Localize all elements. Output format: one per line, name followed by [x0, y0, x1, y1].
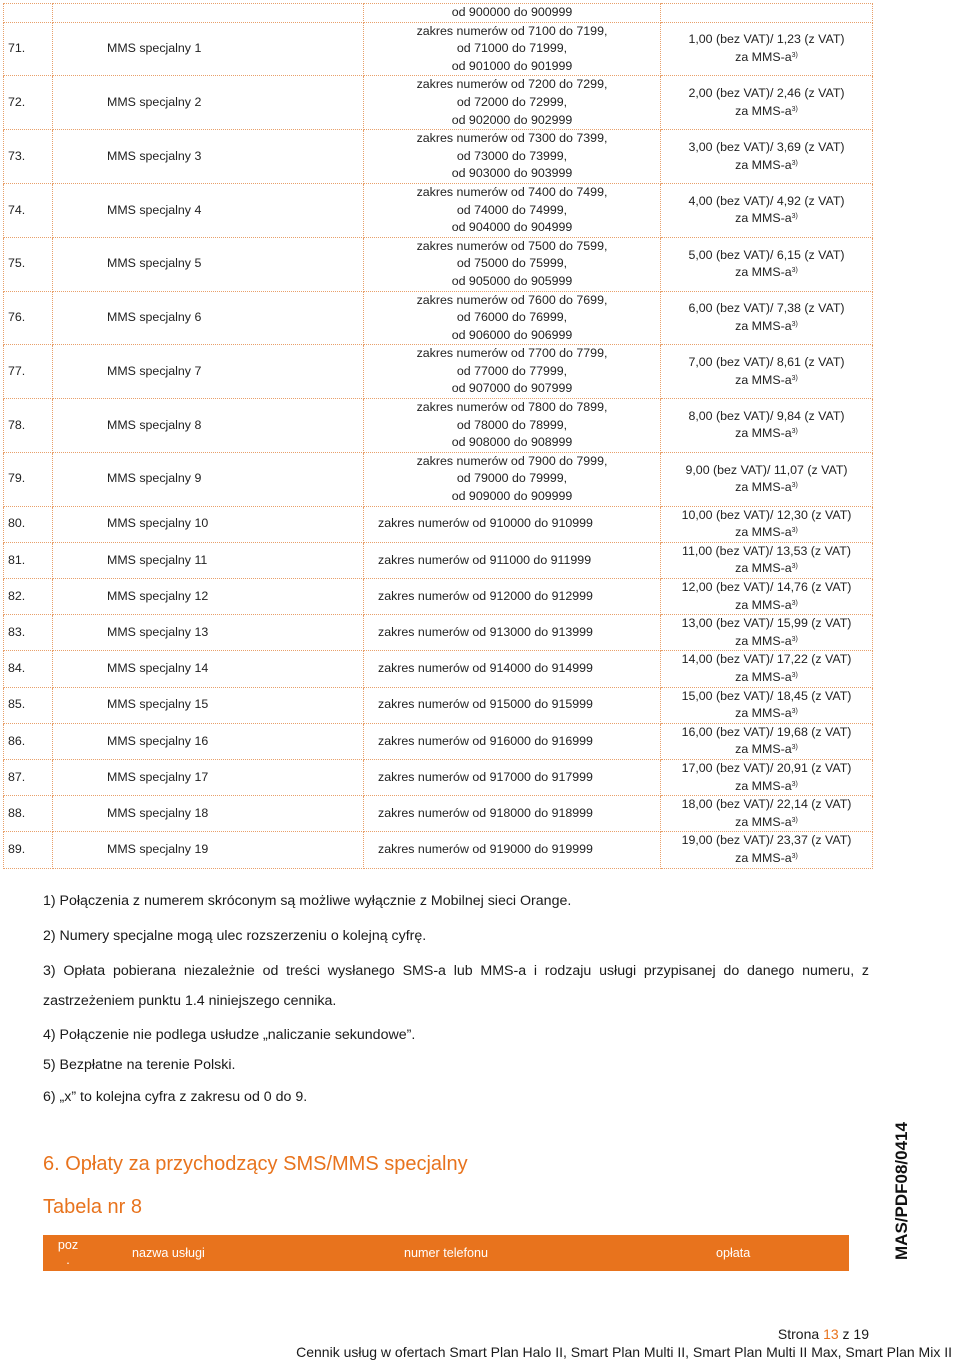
price-cell: [661, 687, 873, 723]
price-cell: [661, 615, 873, 651]
price-unit-text: za MMS-a: [735, 318, 792, 333]
price-value: 10,00 (bez VAT)/ 12,30 (z VAT): [681, 507, 852, 522]
number-range-line: zakres numerów od 918000 do 918999: [378, 805, 593, 820]
price-cell: [661, 759, 873, 795]
service-name: MMS specjalny 4: [53, 183, 364, 237]
service-name: MMS specjalny 13: [53, 615, 364, 651]
row-number: 80.: [4, 506, 53, 542]
table-row: [4, 22, 873, 76]
number-range: [364, 506, 661, 542]
footnote-ref: 3): [791, 635, 798, 643]
header-service-name: nazwa usługi: [132, 1236, 342, 1270]
price-value: 9,00 (bez VAT)/ 11,07 (z VAT): [685, 462, 848, 477]
service-name: MMS specjalny 1: [53, 22, 364, 76]
table-row: [4, 76, 873, 130]
number-range-line: od 73000 do 73999,: [456, 148, 568, 163]
price-value: 15,00 (bez VAT)/ 18,45 (z VAT): [681, 688, 852, 703]
header-poz-line1: poz: [57, 1238, 79, 1252]
number-range-line: od 900000 do 900999: [451, 5, 573, 19]
row-number: 89.: [4, 832, 53, 868]
number-range-line: zakres numerów od 917000 do 917999: [378, 769, 593, 784]
table-row: [4, 345, 873, 399]
footnote-ref: 3): [791, 374, 798, 382]
number-range: [364, 687, 661, 723]
number-range: [364, 399, 661, 453]
table-row: [4, 651, 873, 687]
table-row: [4, 723, 873, 759]
price-unit: [661, 372, 872, 390]
price-value: 7,00 (bez VAT)/ 8,61 (z VAT): [688, 355, 845, 370]
table-row: [4, 542, 873, 578]
price-value: 3,00 (bez VAT)/ 3,69 (z VAT): [688, 139, 845, 154]
price-unit: [661, 425, 872, 443]
price-unit-text: za MMS-a: [735, 633, 792, 648]
number-range: [364, 291, 661, 345]
price-unit-text: za MMS-a: [735, 103, 792, 118]
service-name: MMS specjalny 16: [53, 723, 364, 759]
price-cell: [661, 506, 873, 542]
price-value: 1,00 (bez VAT)/ 1,23 (z VAT): [688, 32, 845, 47]
number-range-line: od 902000 do 902999: [451, 112, 573, 127]
number-range-line: zakres numerów od 916000 do 916999: [378, 733, 593, 748]
table-row: [4, 237, 873, 291]
price-unit-text: za MMS-a: [735, 706, 792, 721]
price-unit: [661, 524, 872, 542]
row-number: 72.: [4, 76, 53, 130]
price-table: [3, 3, 873, 869]
number-range: [364, 4, 661, 23]
footnote-ref: 3): [791, 428, 798, 436]
number-range-line: zakres numerów od 910000 do 910999: [378, 516, 593, 531]
number-range-line: od 901000 do 901999: [451, 58, 573, 73]
service-name: MMS specjalny 7: [53, 345, 364, 399]
number-range-line: zakres numerów od 913000 do 913999: [378, 624, 593, 639]
price-value: 16,00 (bez VAT)/ 19,68 (z VAT): [681, 724, 852, 739]
number-range-line: od 903000 do 903999: [451, 166, 573, 181]
number-range-line: od 905000 do 905999: [451, 273, 573, 288]
number-range-line: zakres numerów od 7700 do 7799,: [416, 346, 608, 361]
document-code: MAS/PDF08/0414: [892, 1122, 911, 1260]
price-unit-text: za MMS-a: [735, 480, 792, 495]
row-number: 76.: [4, 291, 53, 345]
row-number: 83.: [4, 615, 53, 651]
page-label: Strona: [777, 1326, 820, 1342]
price-unit-text: za MMS-a: [735, 814, 792, 829]
footnote-ref: 3): [791, 267, 798, 275]
number-range-line: zakres numerów od 912000 do 912999: [378, 588, 593, 603]
row-number: 85.: [4, 687, 53, 723]
price-cell: [661, 4, 873, 23]
price-unit: [661, 560, 872, 578]
row-number: 88.: [4, 796, 53, 832]
page-number: [778, 1326, 869, 1342]
page-current: 13: [823, 1326, 839, 1342]
number-range: [364, 345, 661, 399]
table-title: Tabela nr 8: [43, 1196, 142, 1218]
price-unit-text: za MMS-a: [735, 211, 792, 226]
number-range-line: od 909000 do 909999: [451, 489, 573, 504]
number-range: [364, 796, 661, 832]
price-value: 18,00 (bez VAT)/ 22,14 (z VAT): [681, 797, 852, 812]
price-cell: [661, 832, 873, 868]
row-number: 78.: [4, 399, 53, 453]
number-range-line: od 908000 do 908999: [451, 435, 573, 450]
number-range-line: od 77000 do 77999,: [456, 363, 568, 378]
price-unit: [661, 103, 872, 121]
price-cell: [661, 579, 873, 615]
footnote-ref: 3): [791, 852, 798, 860]
price-unit: [661, 741, 872, 759]
footnote-ref: 3): [791, 527, 798, 535]
number-range-line: zakres numerów od 7800 do 7899,: [416, 400, 608, 415]
number-range-line: od 75000 do 75999,: [456, 256, 568, 271]
footnote-ref: 3): [791, 563, 798, 571]
table-row: [4, 183, 873, 237]
price-cell: [661, 22, 873, 76]
footnote-5: 5) Bezpłatne na terenie Polski.: [43, 1057, 236, 1073]
table-row: [4, 687, 873, 723]
price-unit: [661, 633, 872, 651]
header-poz-line2: .: [66, 1253, 70, 1267]
row-number: 75.: [4, 237, 53, 291]
service-name: MMS specjalny 3: [53, 130, 364, 184]
price-cell: [661, 542, 873, 578]
price-unit-text: za MMS-a: [735, 561, 792, 576]
footnote-ref: 3): [791, 105, 798, 113]
number-range: [364, 615, 661, 651]
footnote-ref: 3): [791, 51, 798, 59]
price-cell: [661, 183, 873, 237]
table-header: [43, 1235, 849, 1271]
table-row: [4, 796, 873, 832]
row-number: 71.: [4, 22, 53, 76]
footnote-ref: 3): [791, 708, 798, 716]
page-total: 19: [853, 1326, 869, 1342]
service-name: MMS specjalny 8: [53, 399, 364, 453]
footnote-ref: 3): [791, 159, 798, 167]
number-range-line: zakres numerów od 7400 do 7499,: [416, 184, 608, 199]
price-value: 6,00 (bez VAT)/ 7,38 (z VAT): [688, 301, 845, 316]
price-value: 13,00 (bez VAT)/ 15,99 (z VAT): [681, 616, 852, 631]
price-value: 2,00 (bez VAT)/ 2,46 (z VAT): [688, 86, 845, 101]
price-unit-text: za MMS-a: [735, 426, 792, 441]
service-name: MMS specjalny 11: [53, 542, 364, 578]
table-row: [4, 399, 873, 453]
price-unit: [661, 264, 872, 282]
number-range: [364, 22, 661, 76]
price-cell: [661, 796, 873, 832]
service-name: MMS specjalny 19: [53, 832, 364, 868]
row-number: 74.: [4, 183, 53, 237]
number-range-line: zakres numerów od 7100 do 7199,: [416, 23, 608, 38]
number-range: [364, 651, 661, 687]
row-number: 77.: [4, 345, 53, 399]
price-cell: [661, 76, 873, 130]
number-range-line: zakres numerów od 7500 do 7599,: [416, 238, 608, 253]
price-value: 19,00 (bez VAT)/ 23,37 (z VAT): [681, 833, 852, 848]
price-unit: [661, 157, 872, 175]
price-unit-text: za MMS-a: [735, 669, 792, 684]
footnote-6: 6) „x” to kolejna cyfra z zakresu od 0 do 9.: [43, 1089, 308, 1105]
price-unit-text: za MMS-a: [735, 850, 792, 865]
price-unit: [661, 850, 872, 868]
row-number: 73.: [4, 130, 53, 184]
service-name: MMS specjalny 6: [53, 291, 364, 345]
price-cell: [661, 399, 873, 453]
footnote-ref: 3): [791, 599, 798, 607]
price-value: 4,00 (bez VAT)/ 4,92 (z VAT): [688, 193, 845, 208]
section-title: 6. Opłaty za przychodzący SMS/MMS specjalny: [43, 1153, 468, 1175]
number-range: [364, 237, 661, 291]
number-range-line: od 79000 do 79999,: [456, 471, 568, 486]
footnote-ref: 3): [791, 816, 798, 824]
footnote-1: 1) Połączenia z numerem skróconym są możliwe wyłącznie z Mobilnej sieci Orange.: [43, 893, 572, 909]
number-range: [364, 183, 661, 237]
price-unit-text: za MMS-a: [735, 525, 792, 540]
price-unit: [661, 479, 872, 497]
table-row: [4, 506, 873, 542]
number-range-line: od 906000 do 906999: [451, 327, 573, 342]
footnote-ref: 3): [791, 482, 798, 490]
price-cell: [661, 452, 873, 506]
footnote-ref: 3): [791, 213, 798, 221]
service-name: MMS specjalny 18: [53, 796, 364, 832]
price-unit: [661, 814, 872, 832]
number-range-line: zakres numerów od 7200 do 7299,: [416, 77, 608, 92]
footnote-3: 3) Opłata pobierana niezależnie od treści wysłanego SMS-a lub MMS-a i rodzaju usługi przypisanej do danego numeru, z zastrzeżeniem punktu 1.4 niniejszego cennika.: [43, 963, 869, 1009]
number-range-line: zakres numerów od 919000 do 919999: [378, 842, 593, 857]
row-number: [4, 4, 53, 23]
table-row: [4, 832, 873, 868]
table-row: [4, 579, 873, 615]
service-name: [53, 4, 364, 23]
number-range: [364, 542, 661, 578]
service-name: MMS specjalny 17: [53, 759, 364, 795]
number-range-line: od 904000 do 904999: [451, 220, 573, 235]
table-row: [4, 291, 873, 345]
number-range-line: od 78000 do 78999,: [456, 417, 568, 432]
price-unit-text: za MMS-a: [735, 372, 792, 387]
number-range-line: od 76000 do 76999,: [456, 310, 568, 325]
number-range-line: zakres numerów od 914000 do 914999: [378, 661, 593, 676]
row-number: 82.: [4, 579, 53, 615]
number-range-line: zakres numerów od 7900 do 7999,: [416, 453, 608, 468]
number-range-line: zakres numerów od 911000 do 911999: [378, 552, 592, 567]
price-cell: [661, 345, 873, 399]
footnote-2: 2) Numery specjalne mogą ulec rozszerzeniu o kolejną cyfrę.: [43, 928, 427, 944]
number-range-line: od 71000 do 71999,: [456, 41, 568, 56]
price-value: 5,00 (bez VAT)/ 6,15 (z VAT): [688, 247, 845, 262]
number-range-line: zakres numerów od 7600 do 7699,: [416, 292, 608, 307]
service-name: MMS specjalny 2: [53, 76, 364, 130]
price-unit-text: za MMS-a: [735, 742, 792, 757]
price-unit: [661, 778, 872, 796]
header-poz: [44, 1236, 88, 1270]
footnote-ref: 3): [791, 320, 798, 328]
price-unit: [661, 705, 872, 723]
price-value: 14,00 (bez VAT)/ 17,22 (z VAT): [681, 652, 852, 667]
row-number: 86.: [4, 723, 53, 759]
price-unit-text: za MMS-a: [735, 157, 792, 172]
number-range: [364, 579, 661, 615]
number-range-line: od 907000 do 907999: [451, 381, 573, 396]
table-row: [4, 130, 873, 184]
number-range: [364, 130, 661, 184]
row-number: 84.: [4, 651, 53, 687]
footnote-4: 4) Połączenie nie podlega usłudze „naliczanie sekundowe”.: [43, 1027, 416, 1043]
number-range: [364, 452, 661, 506]
price-table-body: [4, 4, 873, 869]
header-phone-number: numer telefonu: [404, 1236, 554, 1270]
price-cell: [661, 651, 873, 687]
price-unit-text: za MMS-a: [735, 597, 792, 612]
footnote-ref: 3): [791, 671, 798, 679]
price-unit-text: za MMS-a: [735, 49, 792, 64]
service-name: MMS specjalny 9: [53, 452, 364, 506]
service-name: MMS specjalny 5: [53, 237, 364, 291]
price-unit-text: za MMS-a: [735, 265, 792, 280]
price-value: 12,00 (bez VAT)/ 14,76 (z VAT): [681, 580, 852, 594]
table-row: [4, 452, 873, 506]
number-range: [364, 723, 661, 759]
table-row: [4, 759, 873, 795]
number-range-line: od 72000 do 72999,: [456, 94, 568, 109]
service-name: MMS specjalny 14: [53, 651, 364, 687]
price-cell: [661, 291, 873, 345]
number-range: [364, 832, 661, 868]
price-cell: [661, 723, 873, 759]
header-fee: opłata: [716, 1236, 816, 1270]
number-range-line: zakres numerów od 7300 do 7399,: [416, 131, 608, 146]
price-value: 11,00 (bez VAT)/ 13,53 (z VAT): [682, 543, 851, 558]
service-name: MMS specjalny 12: [53, 579, 364, 615]
price-unit: [661, 597, 872, 615]
service-name: MMS specjalny 15: [53, 687, 364, 723]
row-number: 79.: [4, 452, 53, 506]
price-cell: [661, 130, 873, 184]
number-range: [364, 76, 661, 130]
number-range: [364, 759, 661, 795]
service-name: MMS specjalny 10: [53, 506, 364, 542]
footnote-ref: 3): [791, 744, 798, 752]
number-range-line: od 74000 do 74999,: [456, 202, 568, 217]
row-number: 87.: [4, 759, 53, 795]
table-row: [4, 615, 873, 651]
table-row: [4, 4, 873, 23]
number-range-line: zakres numerów od 915000 do 915999: [378, 697, 593, 712]
price-value: 17,00 (bez VAT)/ 20,91 (z VAT): [681, 760, 852, 775]
price-value: 8,00 (bez VAT)/ 9,84 (z VAT): [688, 408, 845, 423]
price-unit: [661, 210, 872, 228]
price-unit: [661, 318, 872, 336]
page-separator: z: [842, 1326, 850, 1342]
price-unit: [661, 49, 872, 67]
row-number: 81.: [4, 542, 53, 578]
price-unit-text: za MMS-a: [735, 778, 792, 793]
price-cell: [661, 237, 873, 291]
footer-text: Cennik usług w ofertach Smart Plan Halo II, Smart Plan Multi II, Smart Plan Multi II Max, Smart Plan Mix II: [296, 1344, 952, 1360]
footnote-ref: 3): [791, 780, 798, 788]
price-unit: [661, 669, 872, 687]
